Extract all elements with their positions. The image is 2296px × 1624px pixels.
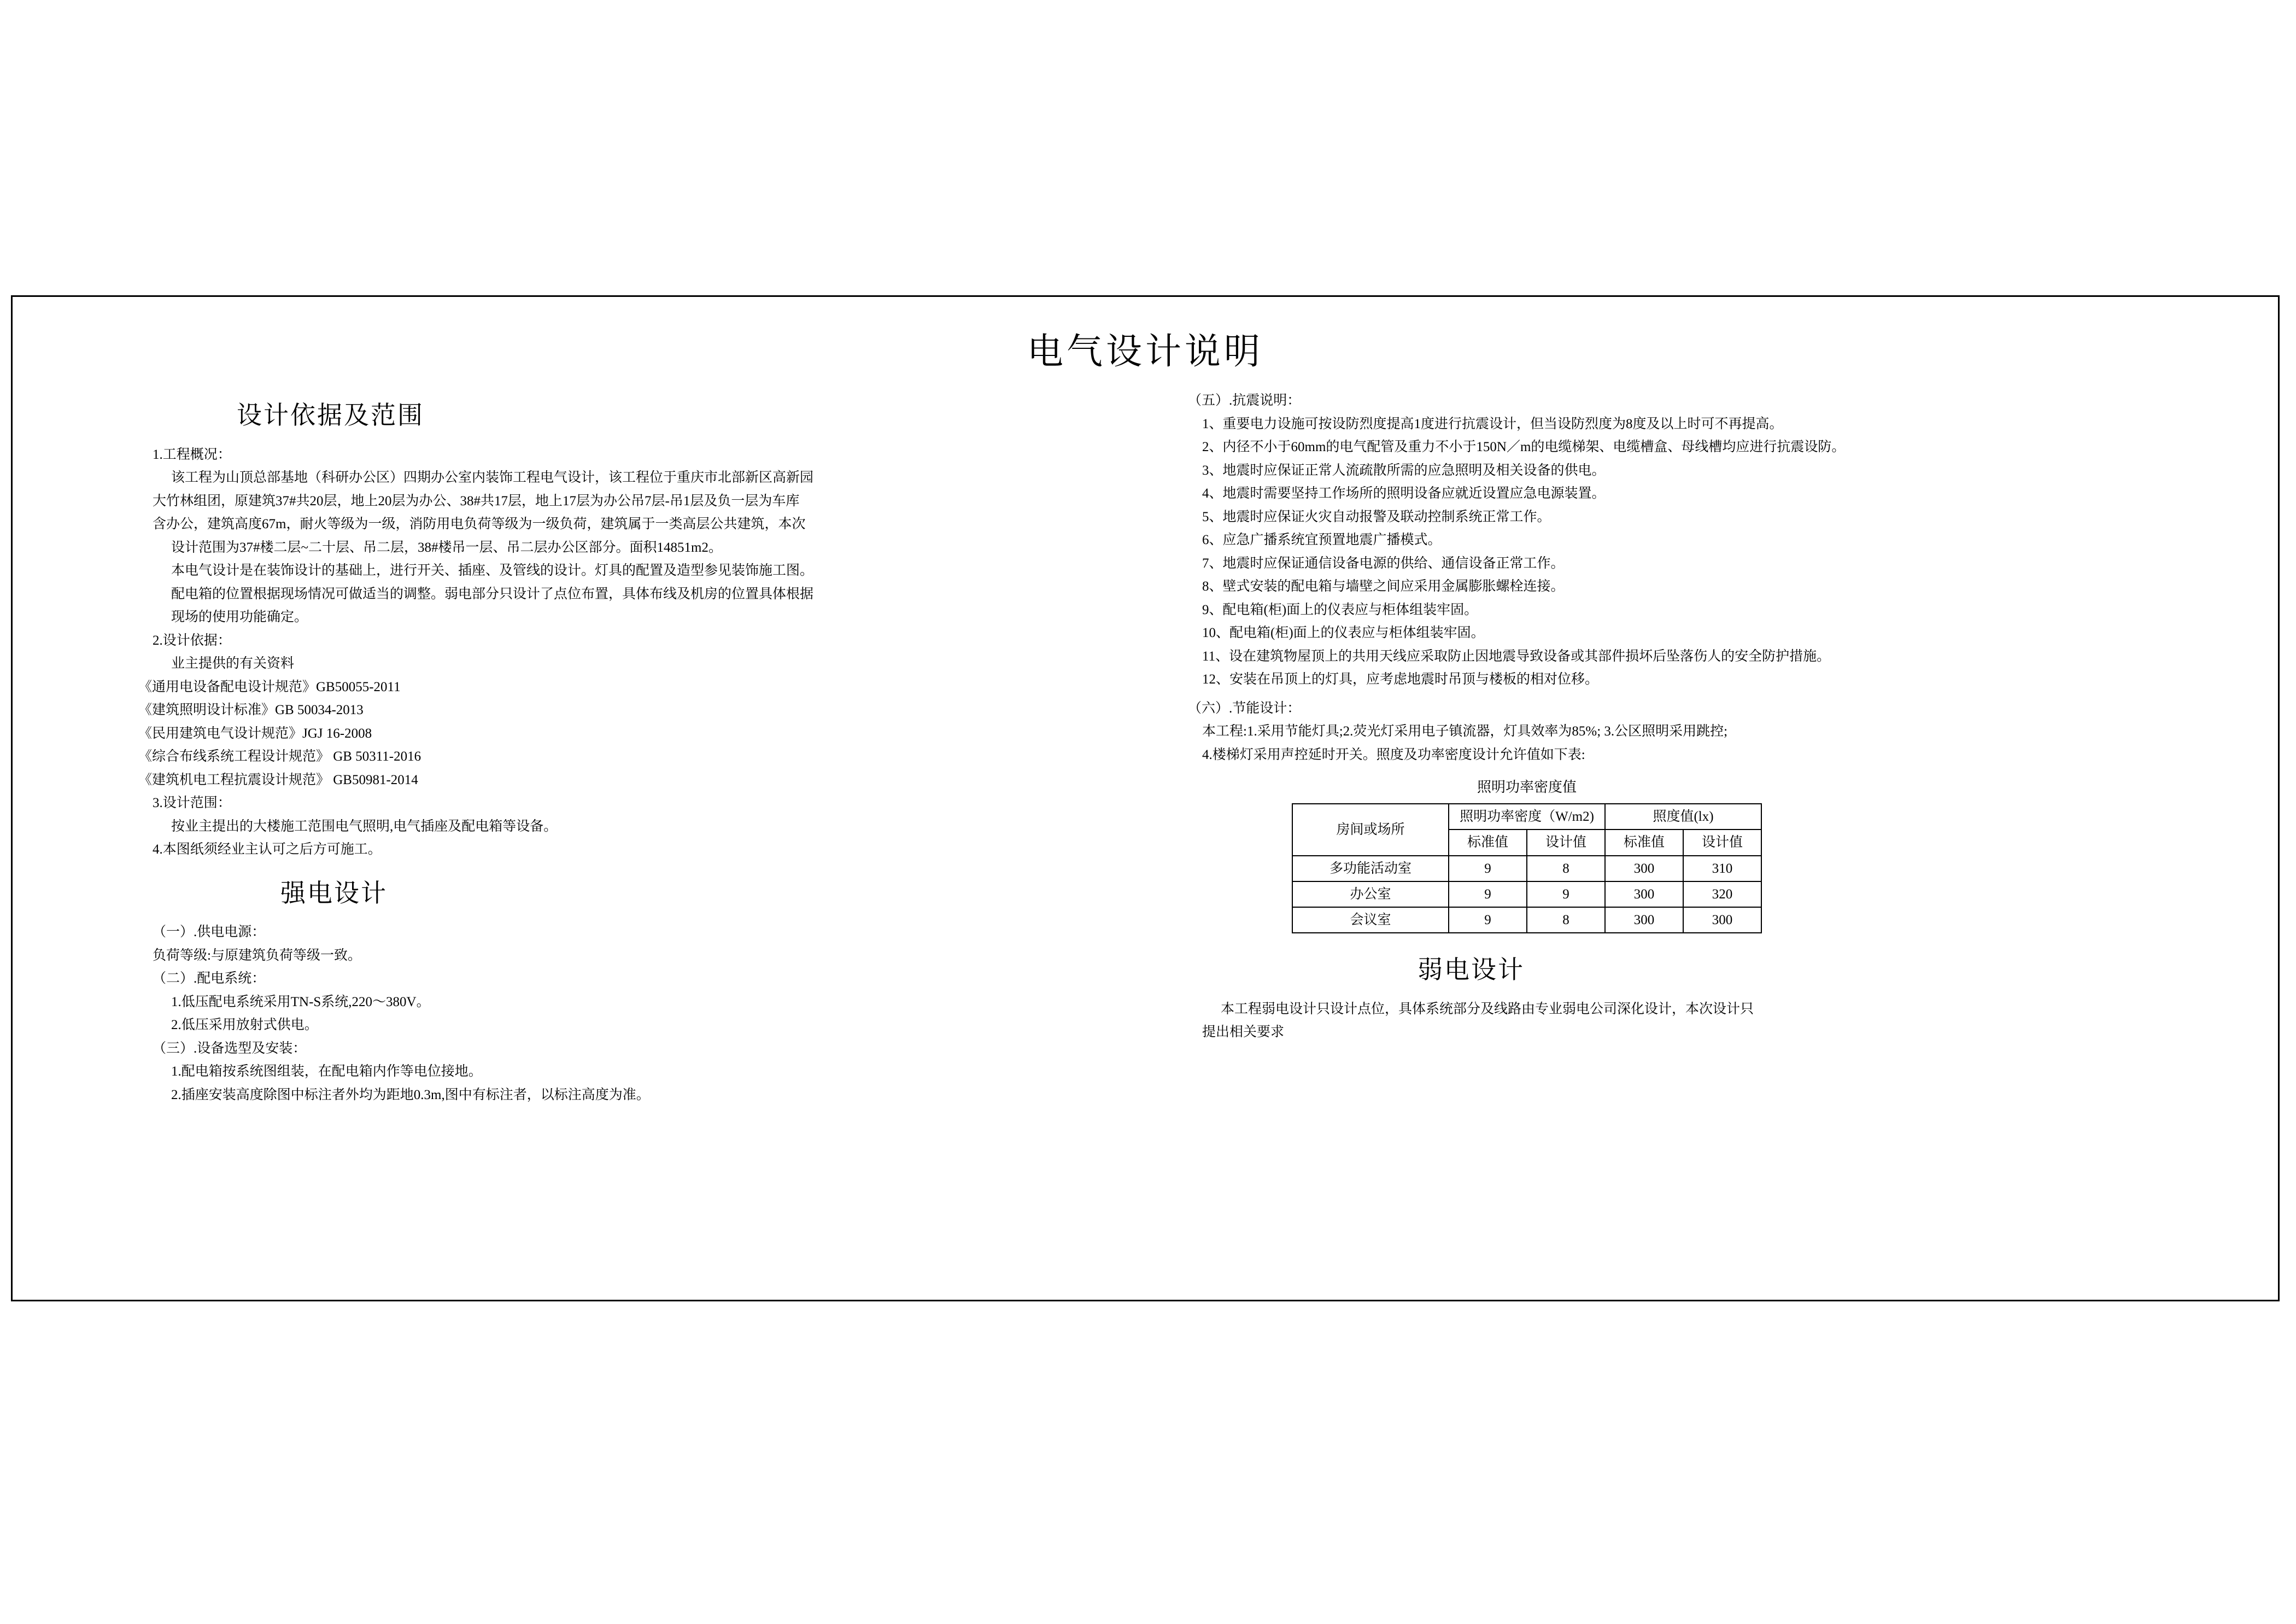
cell-illum-design: 300 [1683, 907, 1761, 933]
paragraph: 2.设计依据： [153, 633, 231, 648]
paragraph: 本工程:1.采用节能灯具;2.荧光灯采用电子镇流器，灯具效率为85%; 3.公区照明采用跳控; [1202, 724, 1728, 739]
table-row [1292, 856, 1761, 881]
paragraph: 2.插座安装高度除图中标注者外均为距地0.3m,图中有标注者，以标注高度为准。 [171, 1087, 650, 1102]
subheader-density-standard: 标准值 [1449, 829, 1527, 855]
table-header-row [1292, 804, 1761, 829]
paragraph: 3、地震时应保证正常人流疏散所需的应急照明及相关设备的供电。 [1202, 463, 1606, 478]
paragraph: 4.楼梯灯采用声控延时开关。照度及功率密度设计允许值如下表: [1202, 747, 1585, 762]
cell-illum-standard: 300 [1605, 907, 1683, 933]
paragraph: 业主提供的有关资料 [171, 656, 295, 671]
subheader-illum-standard: 标准值 [1605, 829, 1683, 855]
paragraph: 提出相关要求 [1202, 1025, 1285, 1040]
section-heading-design-basis: 设计依据及范围 [237, 401, 424, 429]
paragraph: 现场的使用功能确定。 [171, 610, 308, 625]
cell-room: 办公室 [1292, 881, 1449, 907]
page-title: 电气设计说明 [1027, 332, 1263, 372]
col-header-density: 照明功率密度（W/m2) [1449, 804, 1605, 829]
paragraph: 设计范围为37#楼二层~二十层、吊二层，38#楼吊一层、吊二层办公区部分。面积14851m2。 [171, 540, 722, 555]
standard-reference: 《通用电设备配电设计规范》GB50055-2011 [138, 679, 401, 694]
cell-room: 会议室 [1292, 907, 1449, 933]
cell-density-standard: 9 [1449, 881, 1527, 907]
paragraph: 11、设在建筑物屋顶上的共用天线应采取防止因地震导致设备或其部件损坏后坠落伤人的安全防护措施。 [1202, 649, 1831, 664]
paragraph: 10、配电箱(柜)面上的仪表应与柜体组装牢固。 [1202, 626, 1485, 640]
paragraph: 6、应急广播系统宜预置地震广播模式。 [1202, 533, 1442, 547]
cell-density-design: 8 [1527, 856, 1605, 881]
power-density-table-wrap [1188, 776, 2188, 933]
left-column [138, 390, 1122, 1107]
paragraph: 按业主提出的大楼施工范围电气照明,电气插座及配电箱等设备。 [171, 819, 558, 834]
paragraph: 1、重要电力设施可按设防烈度提高1度进行抗震设计，但当设防烈度为8度及以上时可不再提高。 [1202, 416, 1783, 431]
paragraph: （一）.供电电源： [153, 925, 266, 940]
cell-room: 多功能活动室 [1292, 856, 1449, 881]
subheader-density-design: 设计值 [1527, 829, 1605, 855]
standard-reference: 《建筑机电工程抗震设计规范》 GB50981-2014 [138, 772, 418, 787]
paragraph: 2.低压采用放射式供电。 [171, 1018, 318, 1033]
paragraph: 1.工程概况： [153, 447, 231, 462]
right-column [1188, 390, 2188, 1045]
paragraph: 8、壁式安装的配电箱与墙壁之间应采用金属膨胀螺栓连接。 [1202, 579, 1565, 594]
section-heading-weak-current: 弱电设计 [1418, 956, 1525, 984]
cell-density-design: 9 [1527, 881, 1605, 907]
standard-reference: 《建筑照明设计标准》GB 50034-2013 [138, 703, 364, 718]
section-heading-seismic: （五）.抗震说明： [1188, 393, 1301, 408]
subheader-illum-design: 设计值 [1683, 829, 1761, 855]
cell-illum-design: 320 [1683, 881, 1761, 907]
paragraph: 4.本图纸须经业主认可之后方可施工。 [153, 842, 382, 857]
table-caption: 照明功率密度值 [1477, 779, 1577, 795]
cell-illum-standard: 300 [1605, 881, 1683, 907]
paragraph: 12、安装在吊顶上的灯具，应考虑地震时吊顶与楼板的相对位移。 [1202, 672, 1599, 687]
cell-density-design: 8 [1527, 907, 1605, 933]
paragraph: 5、地震时应保证火灾自动报警及联动控制系统正常工作。 [1202, 509, 1551, 524]
paragraph: 3.设计范围： [153, 796, 231, 811]
paragraph: 大竹林组团，原建筑37#共20层，地上20层为办公、38#共17层，地上17层为办公吊7层-吊1层及负一层为车库 [153, 493, 800, 509]
table-row [1292, 907, 1761, 933]
cell-density-standard: 9 [1449, 856, 1527, 881]
paragraph: 本电气设计是在装饰设计的基础上，进行开关、插座、及管线的设计。灯具的配置及造型参见装饰施工图。 [171, 563, 814, 579]
paragraph: 本工程弱电设计只设计点位，具体系统部分及线路由专业弱电公司深化设计，本次设计只 [1221, 1001, 1754, 1017]
paragraph: 4、地震时需要坚持工作场所的照明设备应就近设置应急电源装置。 [1202, 486, 1606, 501]
section-heading-strong-current: 强电设计 [280, 879, 388, 907]
paragraph: 1.配电箱按系统图组装，在配电箱内作等电位接地。 [171, 1064, 482, 1079]
paragraph: 1.低压配电系统采用TN-S系统,220～380V。 [171, 994, 430, 1009]
paragraph: （三）.设备选型及安装： [153, 1041, 307, 1056]
power-density-table [1292, 803, 1762, 933]
standard-reference: 《综合布线系统工程设计规范》 GB 50311-2016 [138, 749, 421, 764]
paragraph: 负荷等级:与原建筑负荷等级一致。 [153, 948, 361, 963]
paragraph: 9、配电箱(柜)面上的仪表应与柜体组装牢固。 [1202, 602, 1478, 617]
paragraph: 7、地震时应保证通信设备电源的供给、通信设备正常工作。 [1202, 556, 1565, 571]
drawing-sheet [11, 295, 2280, 1301]
col-header-illuminance: 照度值(lx) [1605, 804, 1761, 829]
paragraph: 配电箱的位置根据现场情况可做适当的调整。弱电部分只设计了点位布置，具体布线及机房的位置具体根据 [171, 586, 814, 601]
section-heading-energy: （六）.节能设计： [1188, 700, 1301, 716]
paragraph: 含办公，建筑高度67m，耐火等级为一级，消防用电负荷等级为一级负荷，建筑属于一类高层公共建筑，本次 [153, 517, 806, 532]
cell-illum-standard: 300 [1605, 856, 1683, 881]
col-header-room: 房间或场所 [1292, 804, 1449, 856]
paragraph: （二）.配电系统： [153, 971, 266, 986]
standard-reference: 《民用建筑电气设计规范》JGJ 16-2008 [138, 726, 372, 741]
cell-density-standard: 9 [1449, 907, 1527, 933]
cell-illum-design: 310 [1683, 856, 1761, 881]
paragraph: 该工程为山顶总部基地（科研办公区）四期办公室内装饰工程电气设计，该工程位于重庆市北部新区高新园 [171, 470, 814, 486]
paragraph: 2、内径不小于60mm的电气配管及重力不小于150N／m的电缆梯架、电缆槽盒、母线槽均应进行抗震设防。 [1202, 440, 1846, 454]
table-row [1292, 881, 1761, 907]
